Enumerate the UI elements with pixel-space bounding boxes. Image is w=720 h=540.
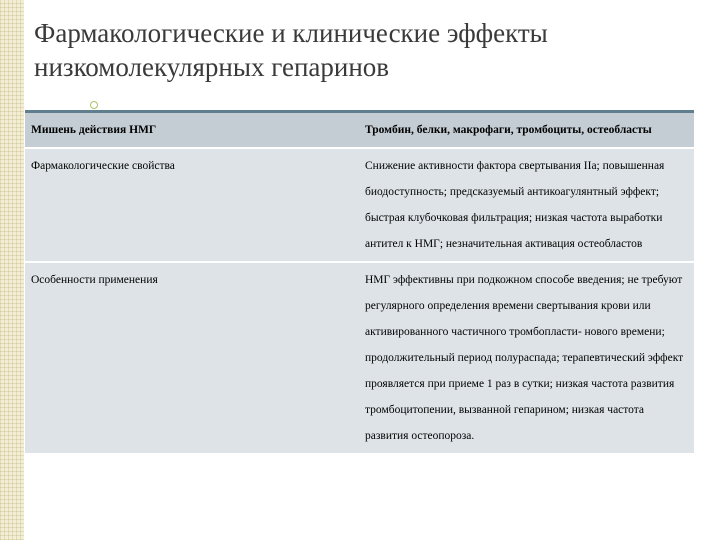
row-text-application: НМГ эффективны при подкожном способе введения; не требуют регулярного определения времени свертывания крови или активированного частичного тромбопласти- нового времени; продолжительный период полураспада; терапевтический эффект проявляется при приеме 1 раз в сутки; низкая частота развития тромбоцитопении, вызванной гепарином; низкая частота развития остеопороза.	[359, 262, 694, 454]
header-target-value: Тромбин, белки, макрофаги, тромбоциты, остеобласты	[359, 112, 694, 149]
table-header-row	[25, 112, 694, 149]
header-target-label: Мишень действия НМГ	[25, 112, 359, 149]
decorative-left-strip	[0, 0, 24, 540]
effects-table	[25, 110, 694, 455]
table-row	[25, 262, 694, 454]
bullet-circle-icon	[90, 101, 98, 109]
row-label-application: Особенности применения	[25, 262, 359, 454]
row-text-pharmacological: Снижение активности фактора свертывания IIa; повышенная биодоступность; предсказуемый антикоагулянтный эффект; быстрая клубочковая фильтрация; низкая частота выработки антител к НМГ; незначительная активация остеобластов	[359, 148, 694, 262]
table-row	[25, 148, 694, 262]
row-label-pharmacological: Фармакологические свойства	[25, 148, 359, 262]
slide-title: Фармакологические и клинические эффекты низкомолекулярных гепаринов	[34, 18, 548, 82]
